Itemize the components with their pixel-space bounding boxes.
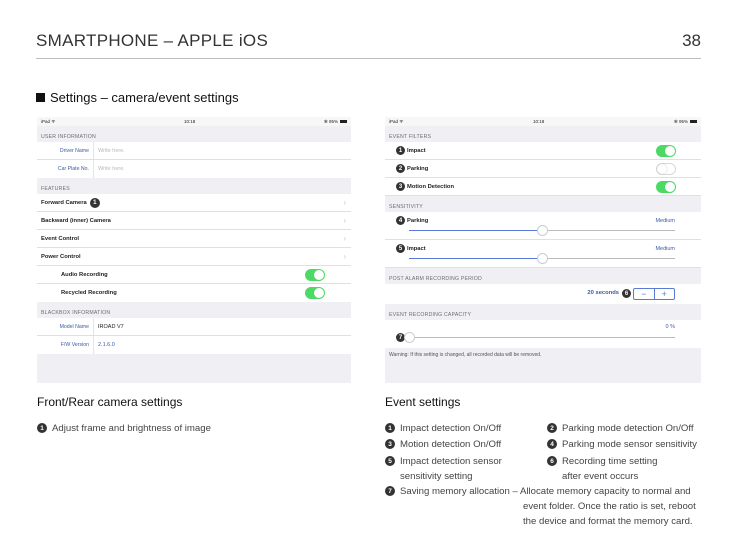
user-info-header: USER INFORMATION [41,134,96,140]
left-note-1-text: Adjust frame and brightness of image [52,423,211,434]
user-info-group [37,142,351,178]
status-carrier: iPad ᯤ [389,118,404,124]
right-note-2 [547,421,694,436]
recycled-recording-toggle[interactable] [305,287,325,299]
event-control-row[interactable] [37,230,351,248]
driver-name-row[interactable] [37,142,351,160]
period-stepper[interactable] [633,288,675,300]
right-note-6 [547,454,657,484]
model-name-label: Model Name [59,323,89,330]
callout-badge-3: 3 [396,182,405,191]
right-note-7-text: Saving memory allocation – Allocate memory capacity to normal and event folder. Once the ratio is set, reboot the device and format the memory card. [400,486,696,527]
left-caption-title: Front/Rear camera settings [37,395,183,409]
driver-name-field[interactable]: Write here. [93,142,125,159]
event-filters-header: EVENT FILTERS [389,134,432,140]
left-note-1 [37,421,211,436]
section-title [36,90,239,105]
right-note-1-text: Impact detection On/Off [400,423,502,434]
post-alarm-header: POST ALARM RECORDING PERIOD [389,276,482,282]
status-carrier: iPad ᯤ [41,118,56,124]
power-control-label: Power Control [41,253,81,260]
impact-label: Impact [407,147,426,154]
right-note-3-text: Motion detection On/Off [400,439,502,450]
callout-badge-6: 6 [622,289,631,298]
blackbox-info-header: BLACKBOX INFORMATION [41,310,111,316]
capacity-value: 0 % [665,324,675,330]
status-time: 10:18 [533,119,545,124]
capacity-warning: Warning: If this setting is changed, all recorded data will be removed. [389,352,542,358]
section-title-text: Settings – camera/event settings [50,90,239,105]
parking-sensitivity-label: 4 Parking [396,216,428,225]
event-filters-group [385,142,701,196]
right-note-5-text: Impact detection sensor sensitivity setting [400,456,502,482]
callout-badge-7: 7 [396,333,405,342]
features-header: FEATURES [41,186,70,192]
slider-fill [409,230,542,231]
right-note-6-text: Recording time setting after event occurs [562,456,658,482]
driver-name-label: Driver Name [59,147,89,154]
slider-thumb[interactable] [404,332,415,343]
capacity-slider[interactable] [409,337,675,338]
car-plate-field[interactable]: Write here. [93,160,125,178]
forward-camera-row[interactable] [37,194,351,212]
capacity-header: EVENT RECORDING CAPACITY [389,312,472,318]
impact-sensitivity-level: Medium [655,246,675,252]
parking-sensitivity-row [385,212,701,240]
blackbox-info-group [37,318,351,354]
status-time: 10:18 [184,119,196,124]
fw-version-label: F/W Version [60,342,89,348]
impact-sensitivity-row [385,240,701,268]
battery-icon [340,120,347,123]
right-note-7 [385,484,696,529]
fw-version-value: 2.1.6.0 [93,336,115,354]
features-group [37,194,351,302]
chevron-right-icon: › [343,216,346,225]
power-control-row[interactable] [37,248,351,266]
post-alarm-value: 20 seconds [587,290,619,296]
status-battery: ✻ 95% [324,119,347,125]
parking-sensitivity-level: Medium [655,218,675,224]
recycled-recording-label: Recycled Recording [61,290,117,296]
callout-badge-1: 1 [37,423,47,433]
event-settings-screenshot [385,117,701,383]
parking-label: Parking [407,165,429,172]
callout-badge-1: 1 [90,198,100,208]
audio-recording-label: Audio Recording [61,271,108,278]
right-note-4 [547,437,697,452]
callout-badge-7: 7 [385,486,395,496]
callout-badge-1: 1 [385,423,395,433]
parking-toggle[interactable] [656,163,676,175]
motion-detection-label: Motion Detection [407,183,455,190]
chevron-right-icon: › [343,252,346,261]
plus-button[interactable]: + [661,289,667,299]
callout-badge-2: 2 [547,423,557,433]
capacity-row [385,320,701,348]
fw-version-row [37,336,351,354]
event-control-label: Event Control [41,235,80,242]
right-note-1 [385,421,501,436]
callout-badge-4: 4 [547,439,557,449]
right-note-4-text: Parking mode sensor sensitivity [562,439,697,450]
callout-badge-5: 5 [396,244,405,253]
sensitivity-header: SENSITIVITY [389,204,423,210]
right-note-2-text: Parking mode detection On/Off [562,423,694,434]
page-number: 38 [682,31,701,50]
post-alarm-row [385,284,701,304]
slider-thumb[interactable] [537,225,548,236]
backward-camera-label: Backward (inner) Camera [41,217,111,224]
minus-button[interactable]: − [634,289,655,299]
chevron-right-icon: › [343,198,346,207]
audio-recording-toggle[interactable] [305,269,325,281]
callout-badge-3: 3 [385,439,395,449]
motion-detection-row [385,178,701,196]
page-header-title: SMARTPHONE – APPLE iOS [36,31,269,50]
battery-icon [690,120,697,123]
right-note-3 [385,437,501,452]
slider-thumb[interactable] [537,253,548,264]
callout-badge-4: 4 [396,216,405,225]
callout-badge-1: 1 [396,146,405,155]
forward-camera-label: Forward Camera [41,199,87,206]
recycled-recording-row [37,284,351,302]
car-plate-row[interactable] [37,160,351,178]
callout-badge-6: 6 [547,456,557,466]
chevron-right-icon: › [343,234,346,243]
model-name-row [37,318,351,336]
motion-detection-toggle[interactable] [656,181,676,193]
impact-row [385,142,701,160]
header-divider [36,58,701,59]
car-plate-label: Car Plate No. [57,166,89,172]
status-bar [37,117,351,126]
impact-sensitivity-label: 5 Impact [396,244,426,253]
backward-camera-row[interactable] [37,212,351,230]
status-battery: ✻ 95% [674,119,697,125]
audio-recording-row [37,266,351,284]
model-name-value: IROAD V7 [93,318,124,335]
parking-row [385,160,701,178]
callout-badge-2: 2 [396,164,405,173]
callout-badge-5: 5 [385,456,395,466]
right-note-5 [385,454,502,484]
square-bullet-icon [36,93,45,102]
parking-sensitivity-slider[interactable] [409,230,675,231]
slider-fill [409,258,542,259]
impact-toggle[interactable] [656,145,676,157]
camera-settings-screenshot [37,117,351,383]
status-bar [385,117,701,126]
impact-sensitivity-slider[interactable] [409,258,675,259]
right-caption-title: Event settings [385,395,461,409]
